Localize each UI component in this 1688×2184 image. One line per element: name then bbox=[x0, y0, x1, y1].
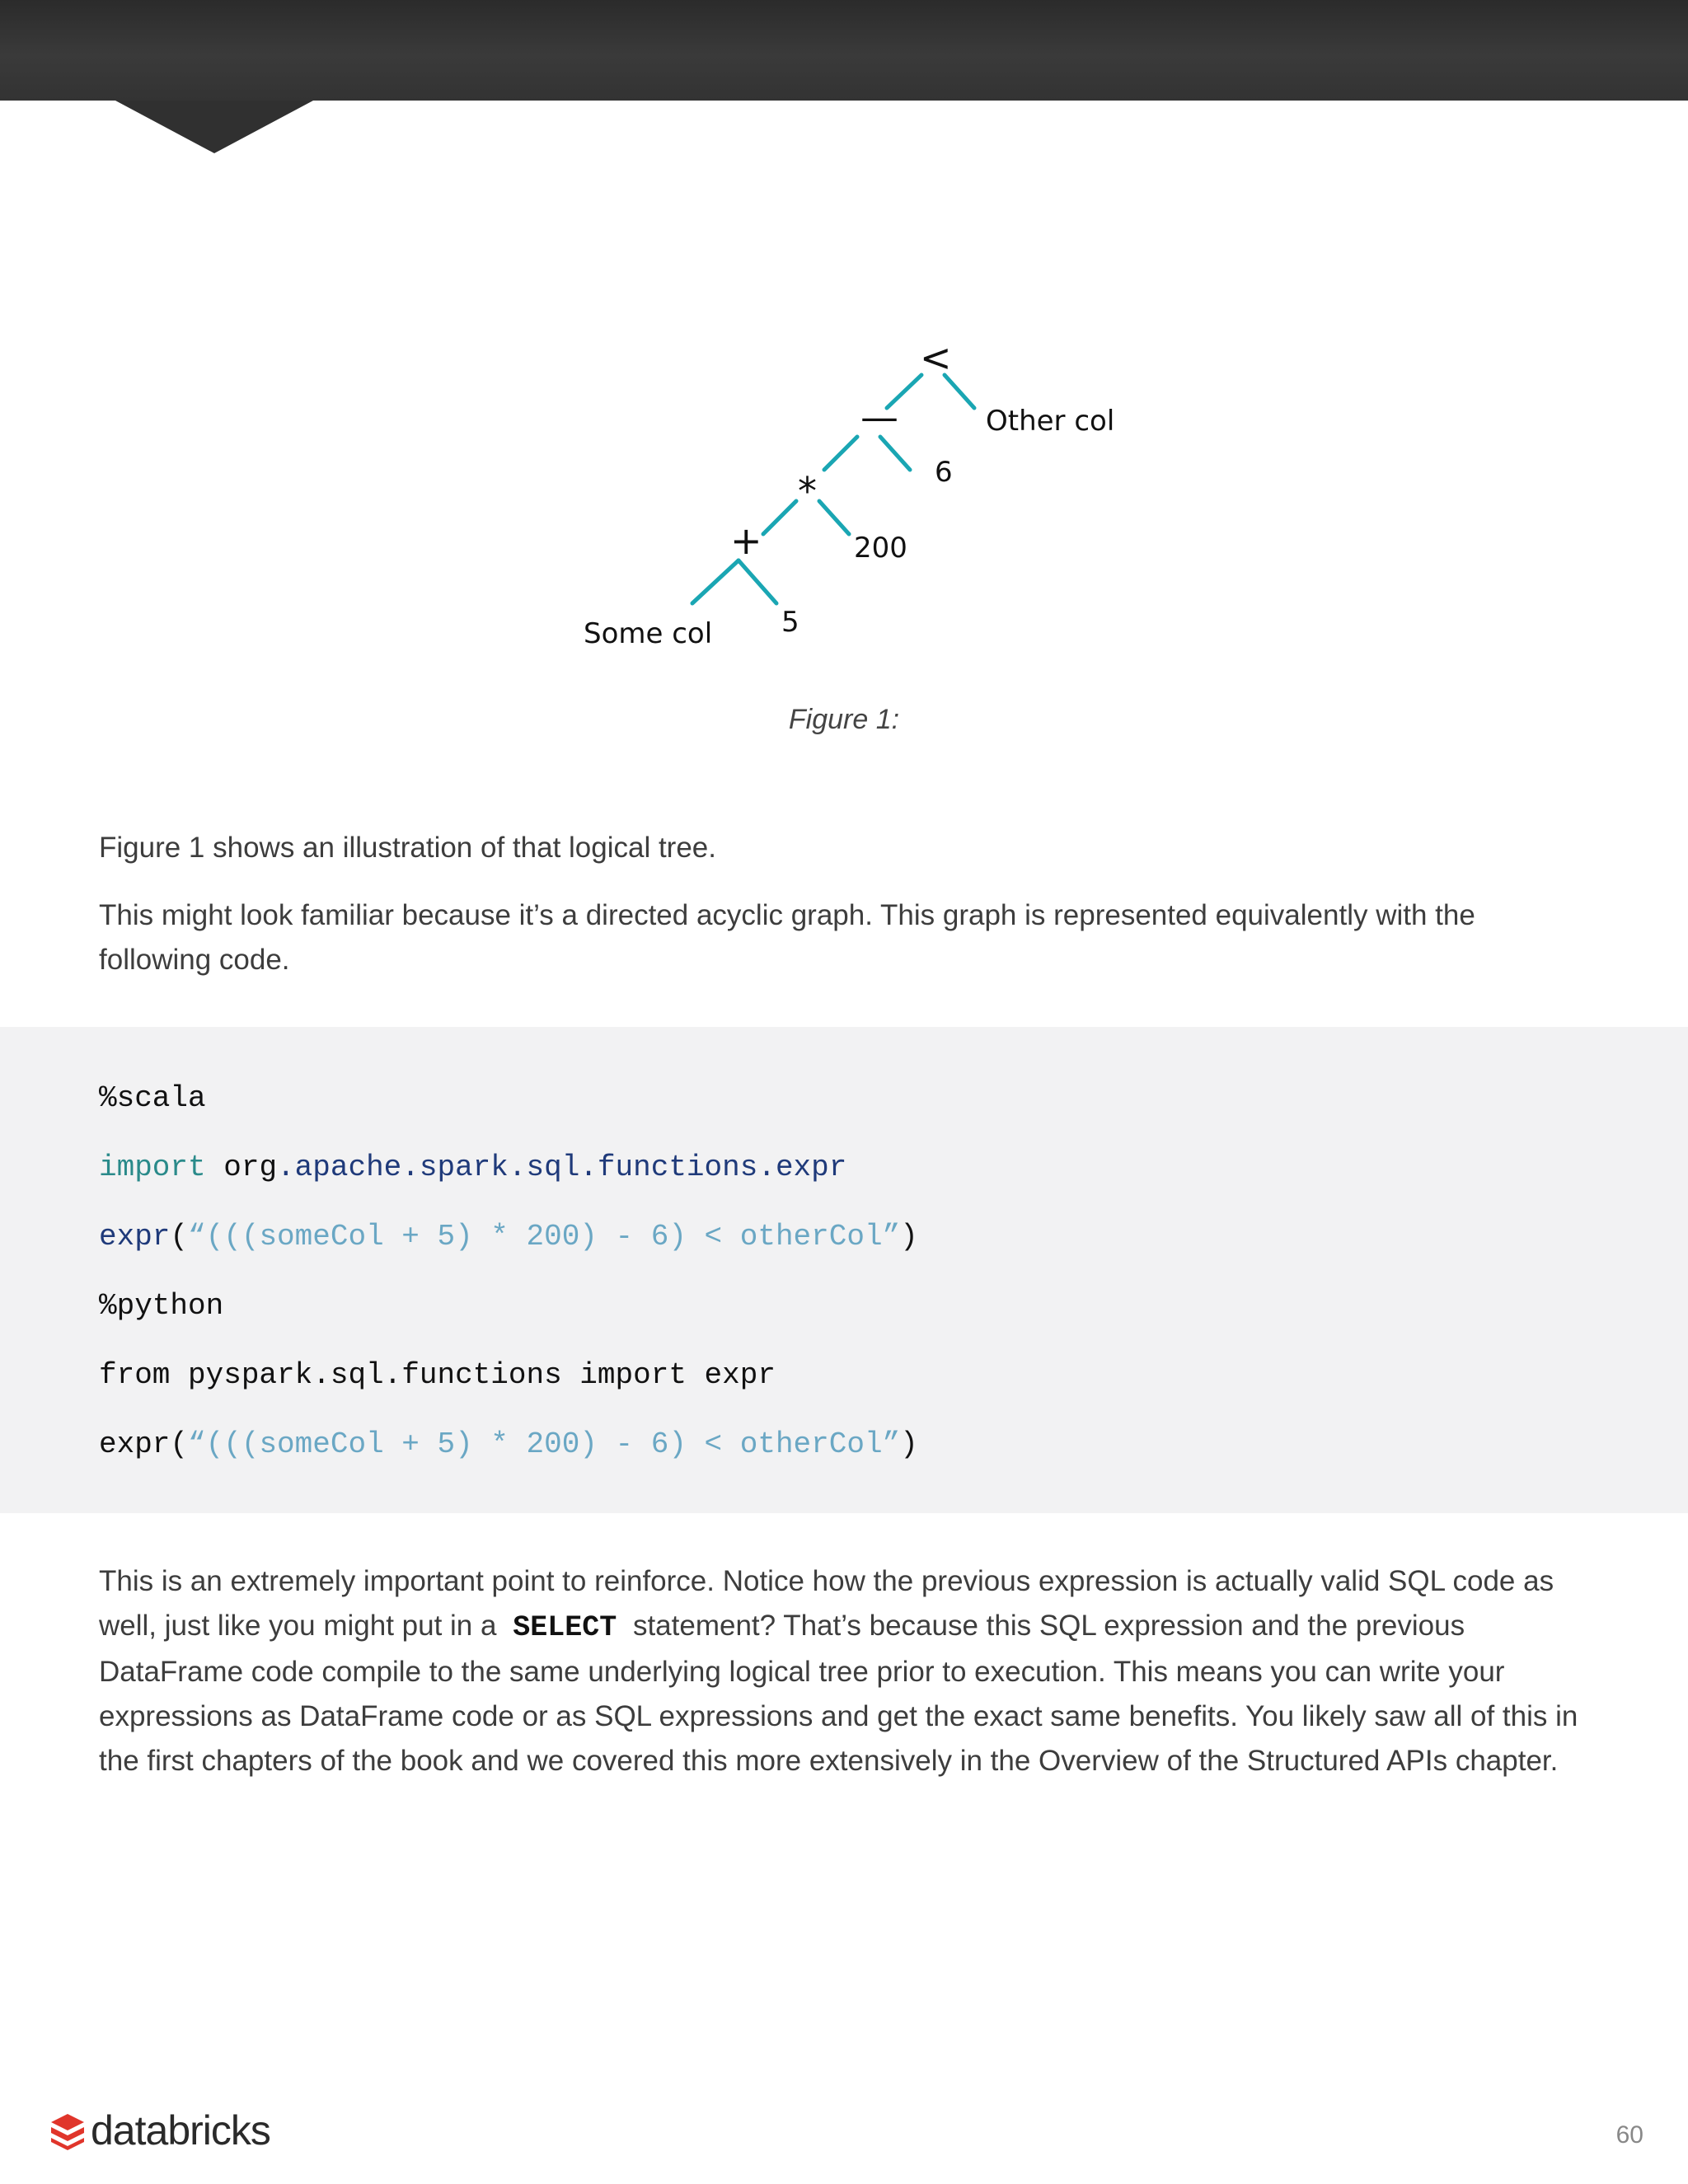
databricks-logo[interactable] bbox=[49, 2107, 270, 2154]
code-line-expr-scala bbox=[99, 1220, 918, 1254]
page-number: 60 bbox=[1615, 2121, 1643, 2149]
code-keyword: import bbox=[99, 1151, 206, 1184]
code-paren-close-python: ) bbox=[900, 1427, 918, 1461]
code-string-python: “(((someCol + 5) * 200) - 6) < otherCol” bbox=[188, 1427, 901, 1461]
code-pkg: org bbox=[223, 1151, 278, 1184]
code-line-import bbox=[99, 1151, 846, 1184]
label-5: 5 bbox=[781, 606, 799, 639]
edge-times-200 bbox=[819, 501, 849, 534]
op-plus: + bbox=[730, 518, 762, 563]
edge-plus-somecol bbox=[692, 560, 738, 603]
edge-plus-5 bbox=[738, 560, 776, 603]
paragraph-3-end: statement? That’s because this SQL expression and the previous DataFrame code compile to the same underlying logical tree prior to execution. This means you can write your expressions as DataFrame code or as SQL expressions and get the exact same benefits. You likely saw all of this in the first chapters of the book and we covered this more extensively in the Overview of the Structured APIs chapter. bbox=[99, 1610, 1578, 1777]
logical-tree-diagram bbox=[0, 313, 1688, 692]
edge-minus-times bbox=[824, 437, 857, 470]
code-paren-open: ( bbox=[170, 1220, 189, 1254]
code-fn-python: expr( bbox=[99, 1427, 189, 1461]
code-line-python-magic: %python bbox=[99, 1289, 224, 1323]
header-notch bbox=[0, 0, 1688, 165]
code-block bbox=[0, 1027, 1688, 1513]
code-paren-close: ) bbox=[900, 1220, 918, 1254]
code-line-from-import: from pyspark.sql.functions import expr bbox=[99, 1358, 776, 1392]
label-other-col: Other col bbox=[986, 405, 1115, 438]
edge-lt-othercol bbox=[945, 375, 974, 408]
edge-minus-6 bbox=[880, 437, 910, 470]
label-200: 200 bbox=[854, 532, 907, 565]
op-less-than: < bbox=[920, 335, 952, 380]
op-minus: — bbox=[860, 395, 898, 439]
databricks-stack-icon bbox=[49, 2111, 86, 2150]
label-6: 6 bbox=[935, 456, 953, 489]
code-line-scala-magic: %scala bbox=[99, 1081, 206, 1115]
edge-times-plus bbox=[763, 501, 796, 534]
paragraph-2: This might look familiar because it’s a directed acyclic graph. This graph is represented equivalently with the following code. bbox=[99, 899, 1475, 976]
paragraph-3-start: This is an extremely important point to reinforce. Notice how the previous expression is actually valid SQL code as well, just like you might put in a bbox=[99, 1565, 1554, 1642]
code-fn: expr bbox=[99, 1220, 171, 1254]
paragraph-1: Figure 1 shows an illustration of that logical tree. bbox=[99, 832, 716, 864]
op-times: * bbox=[798, 469, 817, 513]
code-line-expr-python bbox=[99, 1427, 918, 1461]
logo-wordmark: databricks bbox=[91, 2107, 270, 2154]
paragraph-3 bbox=[99, 1559, 1582, 1783]
code-path: .apache.spark.sql.functions.expr bbox=[277, 1151, 847, 1184]
figure-caption: Figure 1: bbox=[788, 704, 900, 735]
label-some-col: Some col bbox=[584, 617, 713, 650]
inline-code-select: SELECT bbox=[513, 1611, 617, 1644]
code-string: “(((someCol + 5) * 200) - 6) < otherCol” bbox=[188, 1220, 901, 1254]
